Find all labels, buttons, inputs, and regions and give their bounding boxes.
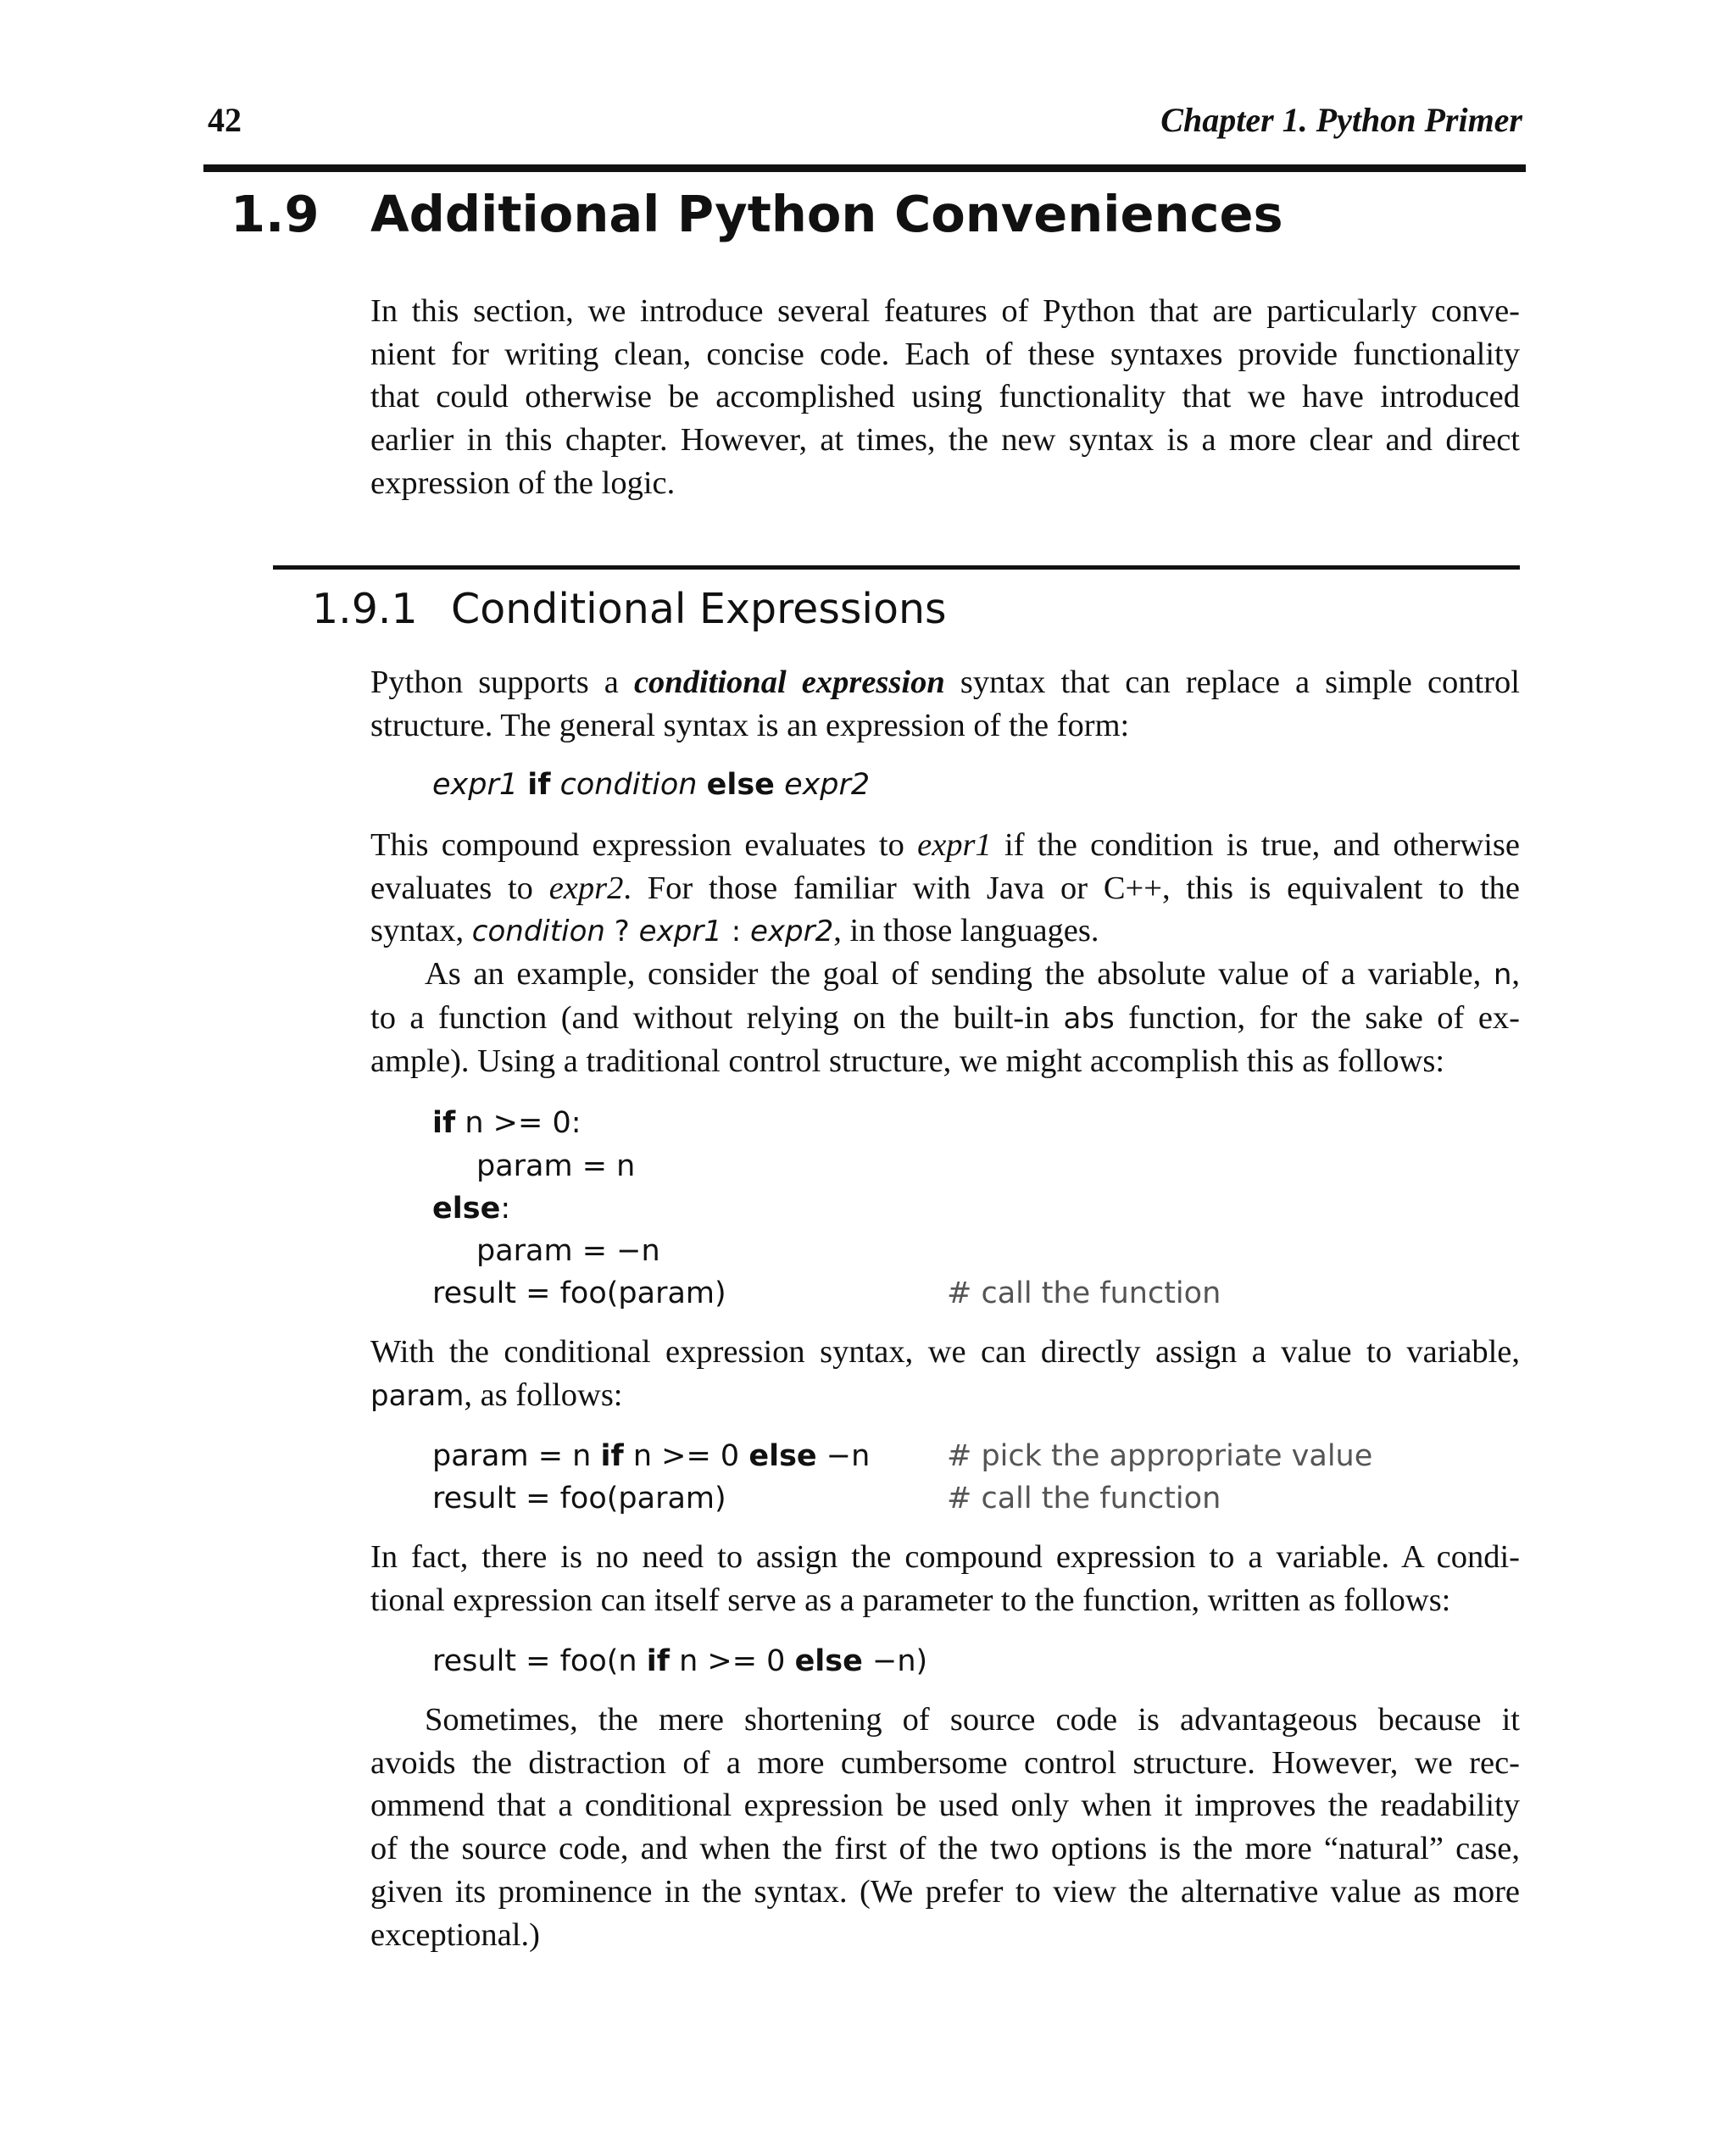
paragraph-line: ommend that a conditional expression be used only when it improves the readability xyxy=(370,1788,1520,1824)
paragraph-line: tional expression can itself serve as a parameter to the function, written as follows: xyxy=(370,1582,1451,1618)
code-line: else: xyxy=(432,1192,511,1226)
section-heading xyxy=(231,185,1283,243)
paragraph-line: evaluates to expr2. For those familiar with Java or C++, this is equivalent to the xyxy=(370,870,1520,906)
paragraph-line: ample). Using a traditional control structure, we might accomplish this as follows: xyxy=(370,1043,1445,1080)
paragraph-line: Python supports a conditional expression syntax that can replace a simple control xyxy=(370,665,1520,700)
subsection-title: Conditional Expressions xyxy=(451,585,947,633)
intro-line: earlier in this chapter. However, at times, the new syntax is a more clear and direct xyxy=(370,422,1520,459)
paragraph-assign xyxy=(370,1331,1520,1417)
paragraph-line: In fact, there is no need to assign the compound expression to a variable. A condi- xyxy=(370,1539,1520,1575)
intro-line: In this section, we introduce several features of Python that are particularly conve- xyxy=(370,293,1520,329)
section-title: Additional Python Conveniences xyxy=(370,185,1283,243)
paragraph-intro-syntax xyxy=(370,661,1520,747)
subsection-number: 1.9.1 xyxy=(312,585,418,633)
intro-paragraph xyxy=(370,290,1520,505)
paragraph-line: to a function (and without relying on the built-in abs function, for the sake of ex- xyxy=(370,999,1520,1036)
paragraph-line: With the conditional expression syntax, we can directly assign a value to variable, xyxy=(370,1334,1520,1370)
code-comment: # call the function xyxy=(947,1482,1221,1515)
intro-line: nient for writing clean, concise code. Each of these syntaxes provide functionality xyxy=(370,336,1520,372)
intro-line: that could otherwise be accomplished using functionality that we have introduced xyxy=(370,379,1520,415)
paragraph-line: param, as follows: xyxy=(370,1376,623,1413)
page-number: 42 xyxy=(208,101,242,139)
intro-line: expression of the logic. xyxy=(370,464,676,501)
paragraph-example xyxy=(370,953,1520,1083)
paragraph-line: exceptional.) xyxy=(370,1916,540,1953)
paragraph-line: of the source code, and when the first of the two options is the more “natural” case, xyxy=(370,1831,1520,1867)
code-line: param = n if n >= 0 else −n xyxy=(432,1439,871,1473)
paragraph-line: avoids the distraction of a more cumbersome control structure. However, we rec- xyxy=(370,1744,1520,1781)
paragraph-line: syntax, condition ? expr1 : expr2, in those languages. xyxy=(370,913,1099,949)
header-rule xyxy=(203,164,1526,172)
subsection-rule xyxy=(273,565,1520,570)
code-line: result = foo(n if n >= 0 else −n) xyxy=(432,1644,928,1678)
syntax-form: expr1 if condition else expr2 xyxy=(432,768,871,802)
paragraph-line: given its prominence in the syntax. (We prefer to view the alternative value as more xyxy=(370,1873,1520,1910)
code-line: result = foo(param) xyxy=(432,1276,726,1310)
paragraph-line: structure. The general syntax is an expression of the form: xyxy=(370,707,1130,743)
paragraph-line: This compound expression evaluates to expr1 if the condition is true, and otherwise xyxy=(370,827,1520,863)
code-line: if n >= 0: xyxy=(432,1106,581,1140)
paragraph-evaluation xyxy=(370,824,1520,954)
code-comment: # call the function xyxy=(947,1276,1221,1310)
paragraph-line: Sometimes, the mere shortening of source code is advantageous because it xyxy=(425,1702,1520,1738)
code-comment: # pick the appropriate value xyxy=(947,1439,1373,1473)
code-line: result = foo(param) xyxy=(432,1482,726,1515)
paragraph-recommendation xyxy=(370,1699,1520,1956)
code-line: param = −n xyxy=(476,1234,660,1268)
subsection-heading xyxy=(312,585,947,633)
paragraph-parameter xyxy=(370,1536,1520,1621)
defined-term: conditional expression xyxy=(633,665,945,700)
section-number: 1.9 xyxy=(231,185,320,243)
paragraph-line: As an example, consider the goal of sending the absolute value of a variable, n, xyxy=(425,956,1520,992)
running-title: Chapter 1. Python Primer xyxy=(1160,101,1522,139)
code-line: param = n xyxy=(476,1149,636,1183)
